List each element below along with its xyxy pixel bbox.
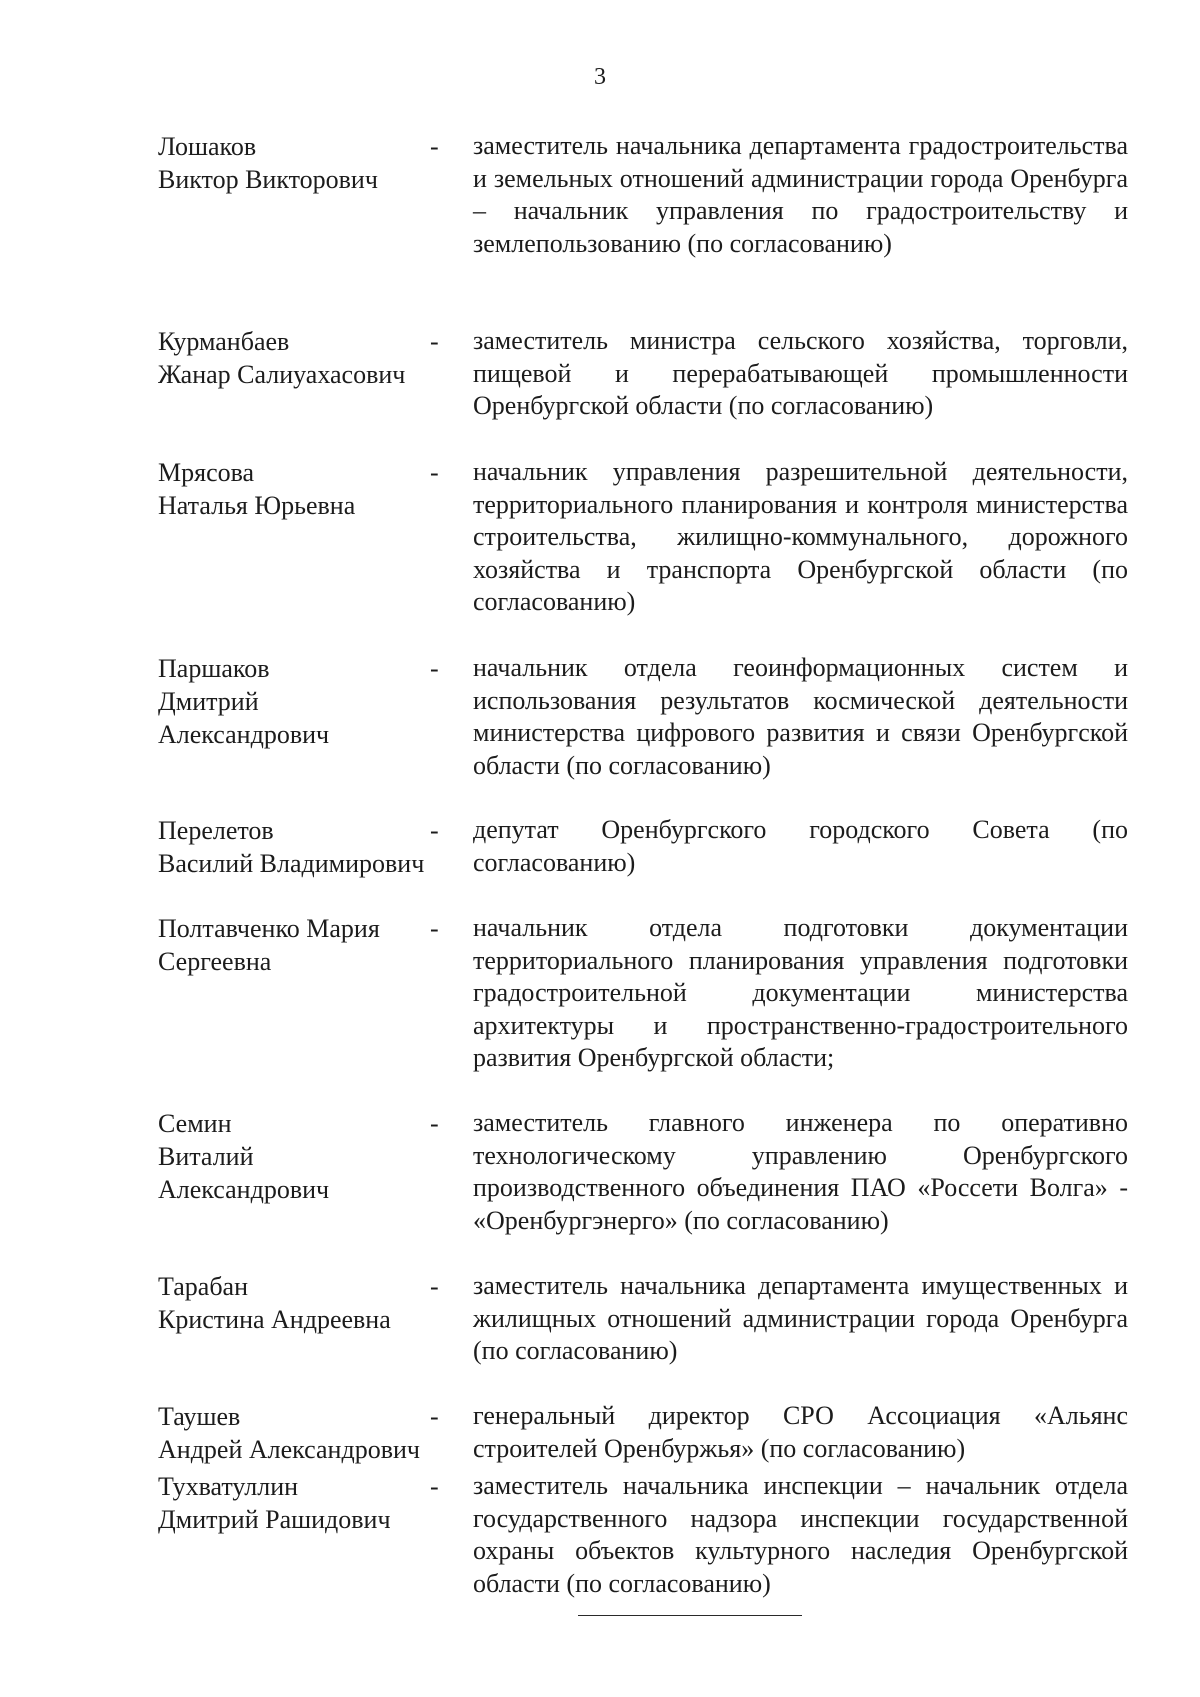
- member-position: генеральный директор СРО Ассоциация «Альянс строителей Оренбуржья» (по согласованию): [473, 1401, 1128, 1463]
- member-name-line: Сергеевна: [158, 947, 272, 976]
- member-name-line: Дмитрий Рашидович: [158, 1505, 391, 1534]
- member-name-line: Тарабан: [158, 1272, 248, 1301]
- member-name: [158, 1470, 438, 1536]
- entry-dash: -: [430, 1109, 439, 1138]
- member-name-line: Жанар Салиуахасович: [158, 360, 406, 389]
- page-number: 3: [594, 64, 606, 90]
- member-name: [158, 130, 438, 196]
- member-name-line: Тухватуллин: [158, 1472, 299, 1501]
- member-name: [158, 1107, 438, 1206]
- entry-dash: -: [430, 458, 439, 487]
- member-name-line: Таушев: [158, 1402, 241, 1431]
- member-position: начальник управления разрешительной деятельности, территориального планирования и контроля министерства строительства, жилищно-коммунального, дорожного хозяйства и транспорта Оренбургской области (по согласованию): [473, 457, 1128, 616]
- entry-dash: -: [430, 914, 439, 943]
- entry-dash: -: [430, 132, 439, 161]
- member-name: [158, 456, 438, 522]
- member-name: [158, 652, 438, 751]
- member-name: [158, 912, 438, 978]
- member-name: [158, 1400, 438, 1466]
- member-name-line: Андрей Александрович: [158, 1435, 420, 1464]
- member-name-line: Семин: [158, 1109, 232, 1138]
- member-position: заместитель начальника департамента имущественных и жилищных отношений администрации города Оренбурга (по согласованию): [473, 1271, 1128, 1365]
- member-name-line: Александрович: [158, 1175, 330, 1204]
- entry-dash: -: [430, 327, 439, 356]
- member-position: депутат Оренбургского городского Совета (по согласованию): [473, 815, 1128, 877]
- entry-dash: -: [430, 1272, 439, 1301]
- member-name-line: Полтавченко Мария: [158, 914, 380, 943]
- member-name-line: Наталья Юрьевна: [158, 491, 356, 520]
- entry-dash: -: [430, 816, 439, 845]
- end-separator-line: [578, 1615, 802, 1616]
- entry-dash: -: [430, 1402, 439, 1431]
- member-name-line: Курманбаев: [158, 327, 290, 356]
- member-position: начальник отдела геоинформационных систем и использования результатов космической деятельности министерства цифрового развития и связи Оренбургской области (по согласованию): [473, 653, 1128, 780]
- member-name-line: Паршаков: [158, 654, 270, 683]
- member-name-line: Перелетов: [158, 816, 274, 845]
- member-name-line: Лошаков: [158, 132, 257, 161]
- member-position: заместитель главного инженера по оперативно технологическому управлению Оренбургского производственного объединения ПАО «Россети Волга» - «Оренбургэнерго» (по согласованию): [473, 1108, 1128, 1235]
- member-name-line: Дмитрий: [158, 687, 259, 716]
- member-name: [158, 1270, 438, 1336]
- member-name-line: Виталий: [158, 1142, 254, 1171]
- member-position: начальник отдела подготовки документации территориального планирования управления подготовки градостроительной документации министерства архитектуры и пространственно-градостроительного развития Оренбургской области;: [473, 913, 1128, 1072]
- member-name-line: Кристина Андреевна: [158, 1305, 391, 1334]
- member-position: заместитель начальника инспекции – начальник отдела государственного надзора инспекции государственной охраны объектов культурного наследия Оренбургской области (по согласованию): [473, 1471, 1128, 1598]
- member-name: [158, 814, 438, 880]
- member-name-line: Мрясова: [158, 458, 255, 487]
- member-position: заместитель министра сельского хозяйства, торговли, пищевой и перерабатывающей промышленности Оренбургской области (по согласованию): [473, 326, 1128, 420]
- member-name-line: Василий Владимирович: [158, 849, 425, 878]
- entry-dash: -: [430, 1472, 439, 1501]
- member-name-line: Виктор Викторович: [158, 165, 378, 194]
- member-name: [158, 325, 438, 391]
- member-name-line: Александрович: [158, 720, 330, 749]
- member-position: заместитель начальника департамента градостроительства и земельных отношений администрации города Оренбурга – начальник управления по градостроительству и землепользованию (по согласованию): [473, 131, 1128, 258]
- entry-dash: -: [430, 654, 439, 683]
